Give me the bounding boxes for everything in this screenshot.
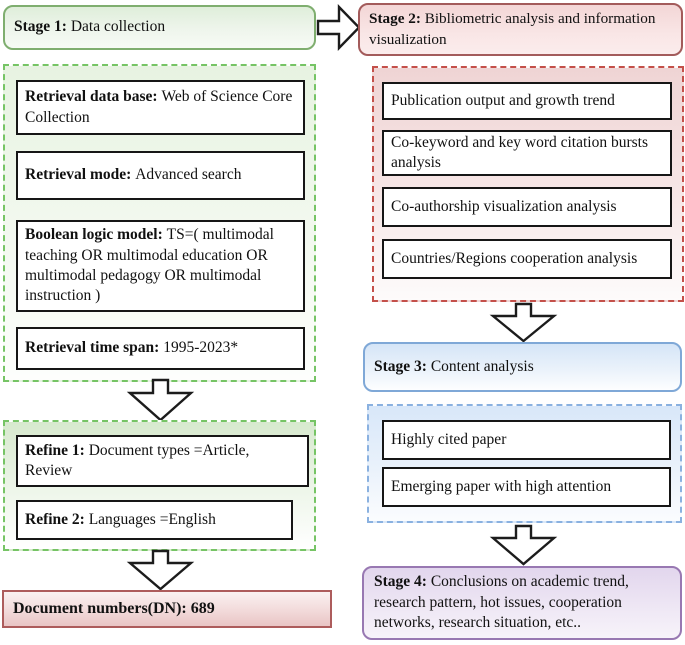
co-authorship-box — [382, 187, 672, 227]
retrieval-mode-value: Advanced search — [135, 166, 242, 184]
retrieval-mode-box — [16, 151, 305, 200]
highly-cited-text: Highly cited paper — [391, 430, 507, 448]
stage4-title — [374, 572, 670, 634]
stage1-title-text: Data collection — [70, 18, 166, 36]
flow-arrow-down-icon — [125, 549, 195, 591]
refine1-label: Refine 1: — [25, 441, 89, 459]
flow-arrow-down-icon — [488, 302, 558, 343]
flow-arrow-down-icon — [125, 378, 195, 422]
flow-arrow-right-icon — [316, 4, 361, 51]
boolean-logic-box — [16, 220, 305, 312]
stage3-title-text: Content analysis — [430, 357, 534, 375]
emerging-paper-text: Emerging paper with high attention — [391, 477, 612, 495]
retrieval-database-box — [16, 80, 305, 135]
stage1-title-bold: Stage 1: — [14, 18, 71, 36]
stage2-title-bold: Stage 2: — [369, 10, 425, 28]
refine1-value: Document types =Article, Review — [25, 441, 250, 479]
countries-cooperation-box — [382, 239, 672, 279]
stage1-title — [14, 17, 165, 38]
document-numbers-box — [2, 590, 332, 628]
boolean-logic-value: TS=( multimodal teaching OR multimodal education OR multimodal pedagogy OR multimodal instruction ) — [25, 226, 274, 305]
stage4-title-text: Conclusions on academic trend, research pattern, hot issues, cooperation networks, research situation, etc.. — [374, 573, 629, 632]
time-span-box — [16, 327, 305, 370]
boolean-logic-text — [25, 225, 296, 306]
highly-cited-box — [382, 420, 671, 460]
retrieval-mode-label: Retrieval mode: — [25, 166, 136, 184]
publication-output-box — [382, 82, 672, 120]
refine1-text — [25, 441, 300, 482]
bibliometric-analysis-group — [372, 66, 684, 302]
co-authorship-text: Co-authorship visualization analysis — [391, 197, 617, 215]
time-span-text — [25, 338, 238, 358]
stage3-title-bold: Stage 3: — [374, 357, 431, 375]
content-analysis-group — [367, 404, 682, 523]
refine2-text — [25, 510, 216, 530]
stage3-title — [374, 357, 534, 378]
co-keyword-box — [382, 130, 672, 176]
retrieval-mode-text — [25, 165, 241, 185]
flow-arrow-down-icon — [488, 524, 558, 566]
stage1-box — [3, 5, 316, 50]
time-span-value: 1995-2023* — [163, 339, 239, 357]
retrieval-database-text — [25, 87, 296, 128]
retrieval-database-label: Retrieval data base: — [25, 88, 162, 106]
data-collection-group — [3, 64, 316, 382]
refine-group — [3, 420, 316, 551]
emerging-paper-box — [382, 467, 671, 507]
boolean-logic-label: Boolean logic model: — [25, 226, 167, 244]
document-numbers-text: Document numbers(DN): 689 — [13, 600, 215, 617]
countries-cooperation-text: Countries/Regions cooperation analysis — [391, 249, 638, 267]
stage4-box — [362, 566, 682, 640]
stage4-title-bold: Stage 4: — [374, 573, 431, 591]
refine2-box — [16, 500, 293, 540]
refine1-box — [16, 435, 309, 487]
co-keyword-text: Co-keyword and key word citation bursts analysis — [391, 133, 648, 171]
stage2-title — [369, 9, 672, 49]
stage2-title-text: Bibliometric analysis and information visualization — [369, 10, 656, 48]
stage2-box — [358, 3, 683, 56]
retrieval-database-value: Web of Science Core Collection — [25, 88, 293, 126]
stage3-box — [363, 342, 682, 392]
refine2-value: Languages =English — [88, 510, 216, 528]
publication-output-text: Publication output and growth trend — [391, 91, 615, 109]
refine2-label: Refine 2: — [25, 510, 89, 528]
time-span-label: Retrieval time span: — [25, 339, 164, 357]
